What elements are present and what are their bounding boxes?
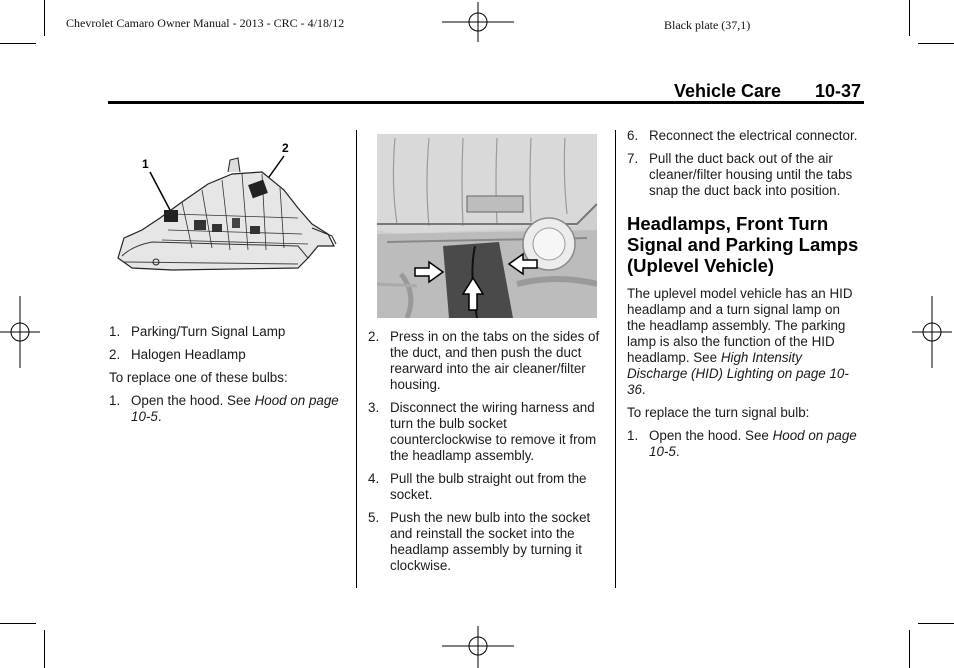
print-info-right: Black plate (37,1)	[664, 18, 751, 32]
list-number: 5.	[368, 510, 380, 525]
step-item	[368, 471, 608, 503]
crop-mark	[909, 630, 910, 668]
section-heading: Headlamps, Front Turn Signal and Parking Lamps (Uplevel Vehicle)	[627, 213, 859, 276]
air-duct-photo	[377, 134, 597, 318]
registration-mark-icon	[442, 626, 514, 668]
list-number: 3.	[368, 400, 380, 415]
column-divider	[615, 130, 616, 588]
column-divider	[356, 130, 357, 588]
list-number: 1.	[627, 428, 639, 443]
section-title: Vehicle Care	[674, 81, 782, 101]
list-text	[131, 393, 344, 425]
list-text	[649, 428, 859, 460]
cross-reference-link[interactable]: Hood on page 10-5	[131, 393, 339, 424]
list-text: Parking/Turn Signal Lamp	[131, 324, 286, 339]
list-text: Disconnect the wiring harness and turn the bulb socket counterclockwise to remove it from the headlamp assembly.	[390, 400, 597, 463]
crop-mark	[0, 43, 36, 44]
step-item	[627, 151, 859, 199]
intro-text: To replace the turn signal bulb:	[627, 405, 810, 420]
print-info-left: Chevrolet Camaro Owner Manual - 2013 - CRC - 4/18/12	[66, 16, 345, 30]
list-text: Pull the bulb straight out from the socket.	[390, 471, 587, 502]
list-text: Push the new bulb into the socket and reinstall the socket into the headlamp assembly by turning it clockwise.	[390, 510, 591, 573]
cross-reference-link[interactable]: High Intensity Discharge (HID) Lighting on page 10-36	[627, 350, 849, 397]
body-paragraph	[627, 286, 859, 398]
step-item	[368, 329, 608, 393]
crop-mark	[44, 0, 45, 36]
list-text: Pull the duct back out of the air cleaner/filter housing until the tabs snap the duct back into position.	[649, 151, 853, 198]
crop-mark	[918, 623, 954, 624]
crop-mark	[44, 630, 45, 668]
column-3	[627, 128, 859, 467]
column-1	[109, 324, 344, 432]
crop-mark	[918, 43, 954, 44]
crop-mark	[0, 623, 36, 624]
step-text: Open the hood. See	[649, 428, 773, 443]
list-number: 4.	[368, 471, 380, 486]
list-text: Press in on the tabs on the sides of the duct, and then push the duct rearward into the air cleaner/filter housing.	[390, 329, 600, 392]
step-item	[368, 510, 608, 574]
intro-text: To replace one of these bulbs:	[109, 370, 288, 385]
step-item	[109, 393, 344, 425]
crop-mark	[909, 0, 910, 36]
cross-reference-link[interactable]: Hood on page 10-5	[649, 428, 857, 459]
list-text: Reconnect the electrical connector.	[649, 128, 858, 143]
column-2	[368, 329, 608, 581]
list-number: 1.	[109, 393, 121, 408]
list-number: 2.	[368, 329, 380, 344]
header-rule	[108, 101, 864, 104]
registration-mark-icon	[0, 296, 40, 368]
step-end: .	[157, 409, 162, 424]
caption-item	[109, 324, 344, 340]
registration-mark-icon	[442, 2, 514, 42]
list-number: 2.	[109, 347, 121, 362]
step-item	[627, 428, 859, 460]
headlamp-assembly-illustration	[112, 138, 340, 278]
callout-label: 1	[142, 157, 149, 171]
caption-item	[109, 347, 344, 363]
step-text: Open the hood. See	[131, 393, 255, 408]
page-number: 10-37	[815, 81, 862, 101]
list-number: 7.	[627, 151, 639, 166]
step-item	[627, 128, 859, 144]
step-end: .	[675, 444, 680, 459]
paragraph-end: .	[641, 382, 646, 397]
list-number: 6.	[627, 128, 639, 143]
list-number: 1.	[109, 324, 121, 339]
step-item	[368, 400, 608, 464]
paragraph-text: The uplevel model vehicle has an HID headlamp and a turn signal lamp on the headlamp assembly. The parking lamp is also the function of the HID headlamp. See	[627, 286, 853, 365]
registration-mark-icon	[912, 296, 952, 368]
list-text: Halogen Headlamp	[131, 347, 246, 362]
callout-label: 2	[282, 141, 289, 155]
